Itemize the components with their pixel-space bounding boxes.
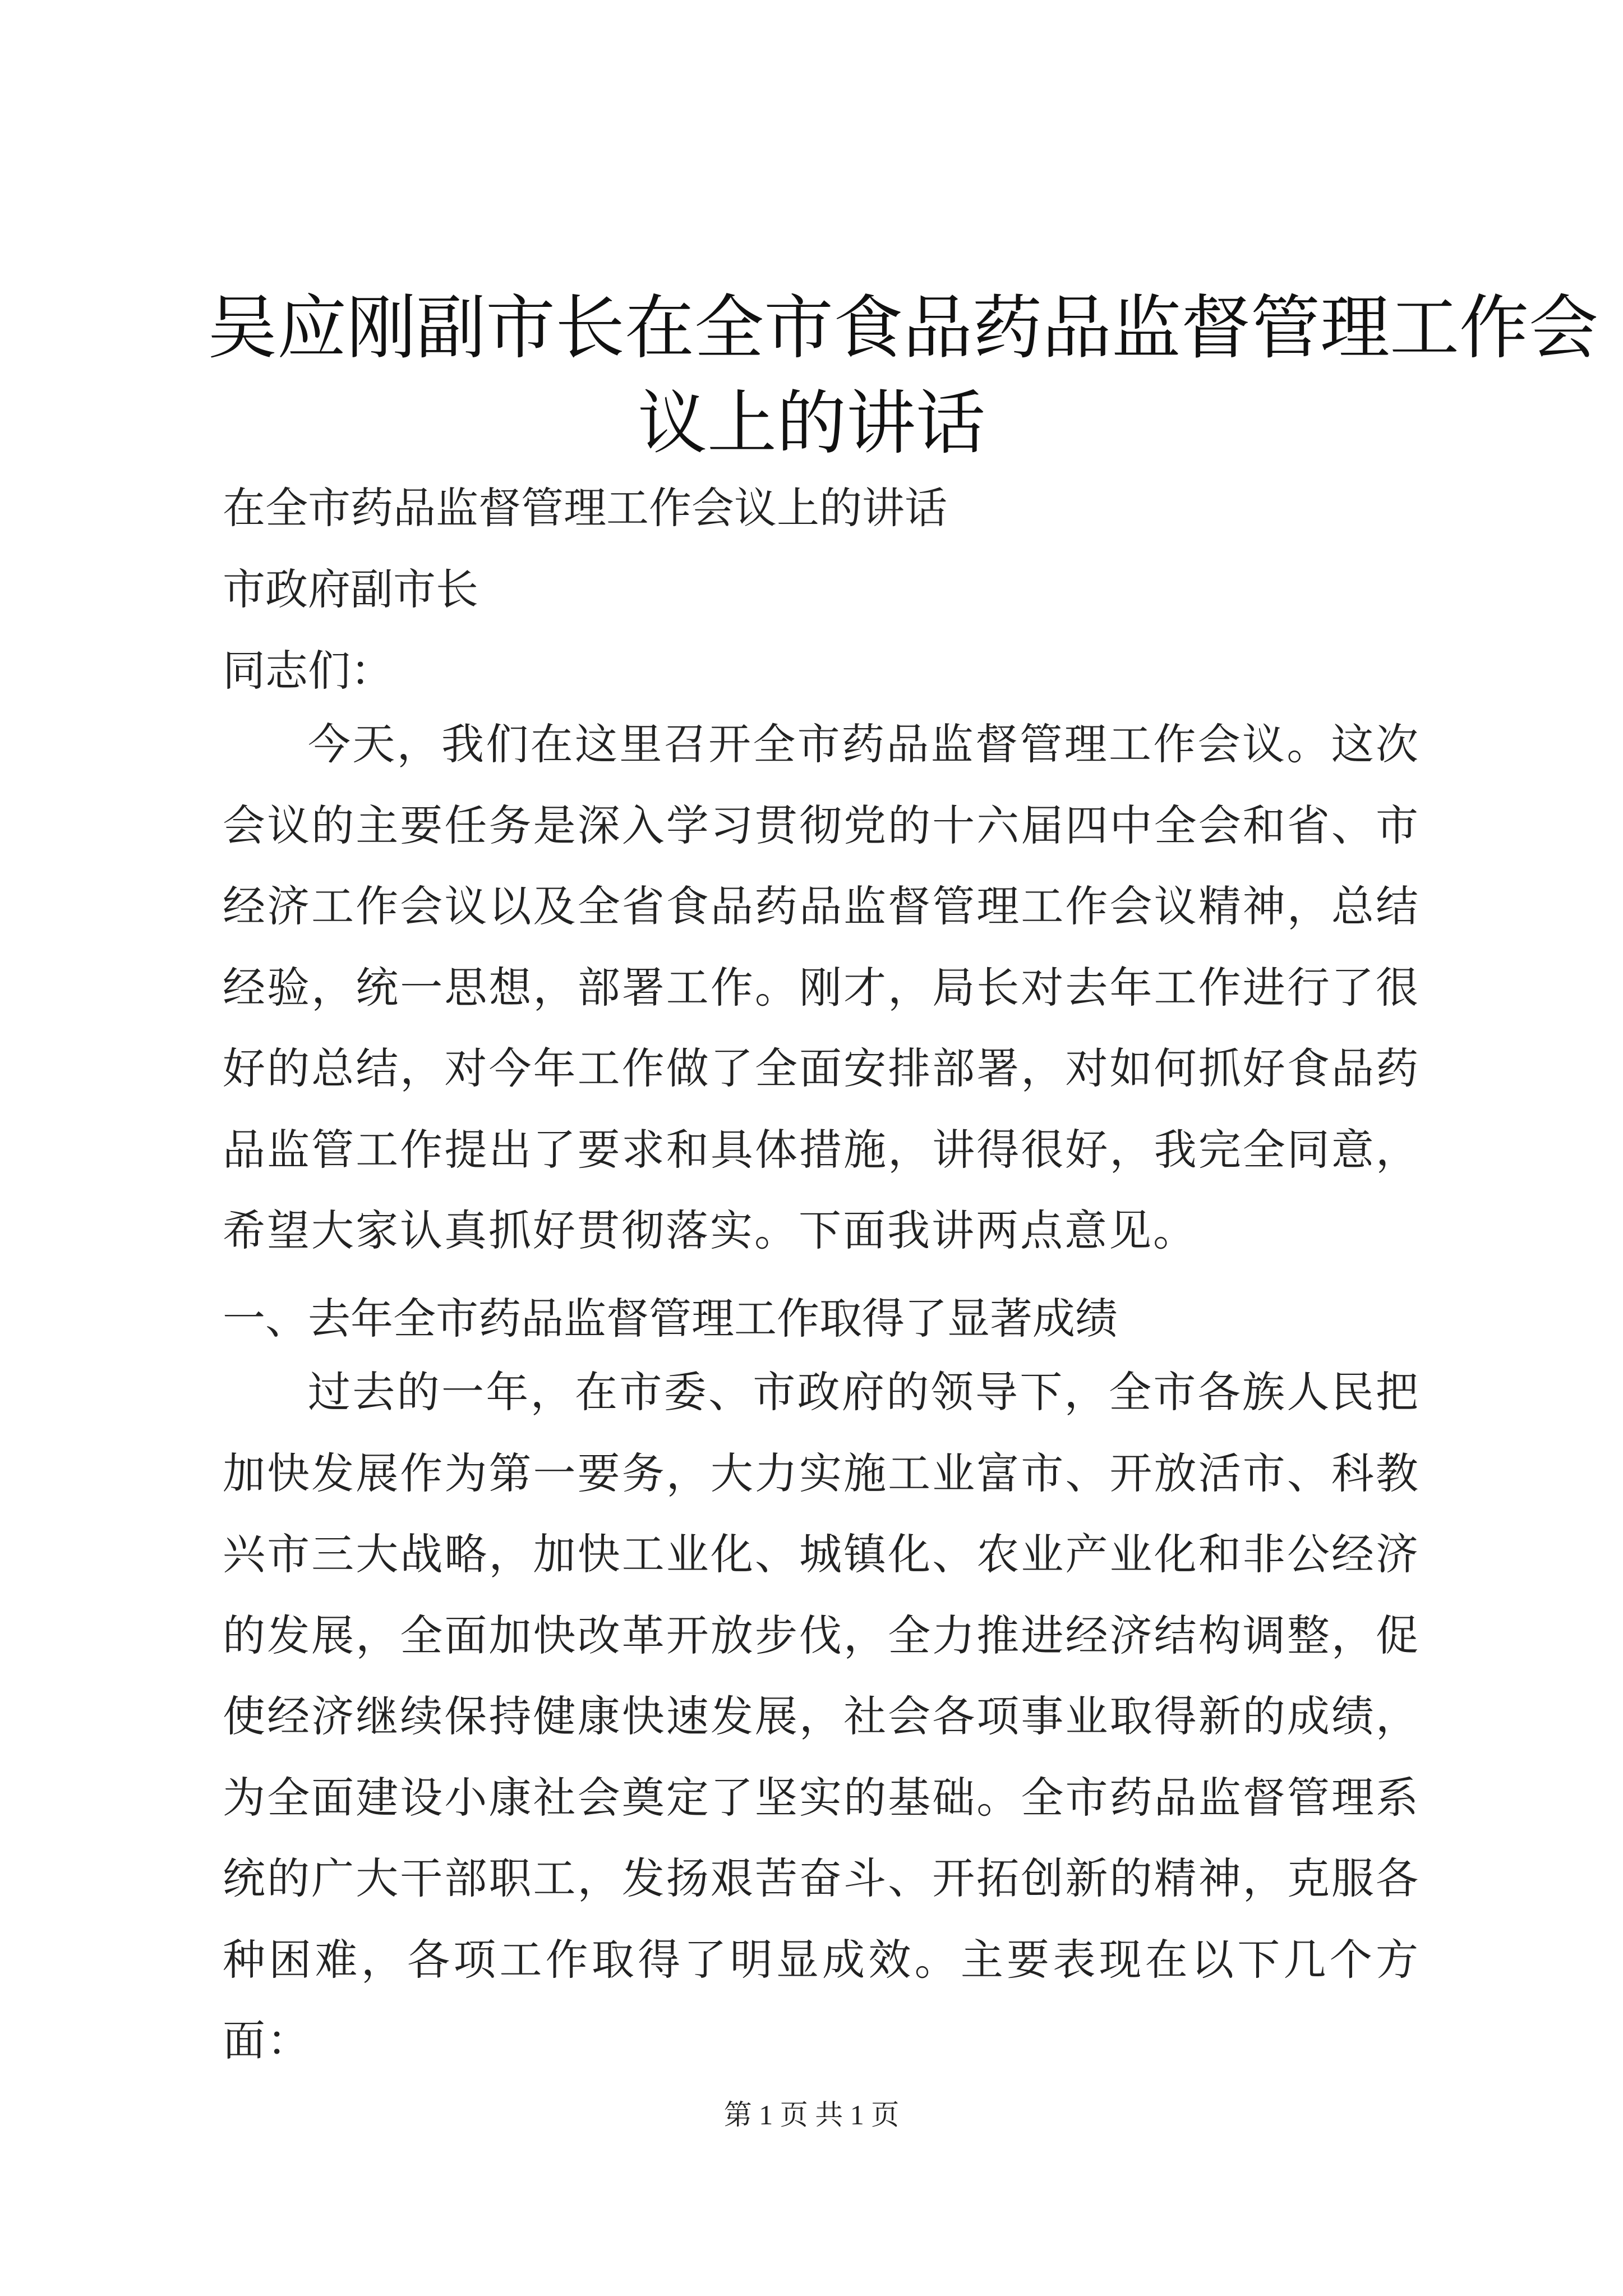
paragraph-review: 过去的一年，在市委、市政府的领导下，全市各族人民把加快发展作为第一要务，大力实施工业富市、开放活市、科教兴市三大战略，加快工业化、城镇化、农业产业化和非公经济的发展，全面加快改革开放步伐，全力推进经济结构调整，促使经济继续保持健康快速发展，社会各项事业取得新的成绩，为全面建设小康社会奠定了坚实的基础。全市药品监督管理系统的广大干部职工，发扬艰苦奋斗、开拓创新的精神，克服各种困难，各项工作取得了明显成效。主要表现在以下几个方面： [223, 1367, 1420, 2065]
salutation: 同志们： [223, 646, 393, 696]
document-title [208, 280, 1599, 471]
subtitle: 在全市药品监督管理工作会议上的讲话 [223, 483, 947, 533]
title-line-1: 吴应刚副市长在全市食品药品监督管理工作会 [208, 288, 1599, 369]
speaker-line: 市政府副市长 [223, 564, 478, 614]
section-heading: 一、去年全市药品监督管理工作取得了显著成绩 [223, 1294, 1118, 1343]
page-footer: 第 1 页 共 1 页 [723, 2099, 900, 2131]
title-line-2: 议上的讲话 [637, 383, 985, 464]
paragraph-intro: 今天，我们在这里召开全市药品监督管理工作会议。这次会议的主要任务是深入学习贯彻党的十六届四中全会和省、市经济工作会议以及全省食品药品监督管理工作会议精神，总结经验，统一思想，部署工作。刚才，局长对去年工作进行了很好的总结，对今年工作做了全面安排部署，对如何抓好食品药品监管工作提出了要求和具体措施，讲得很好，我完全同意，希望大家认真抓好贯彻落实。下面我讲两点意见。 [223, 719, 1420, 1255]
